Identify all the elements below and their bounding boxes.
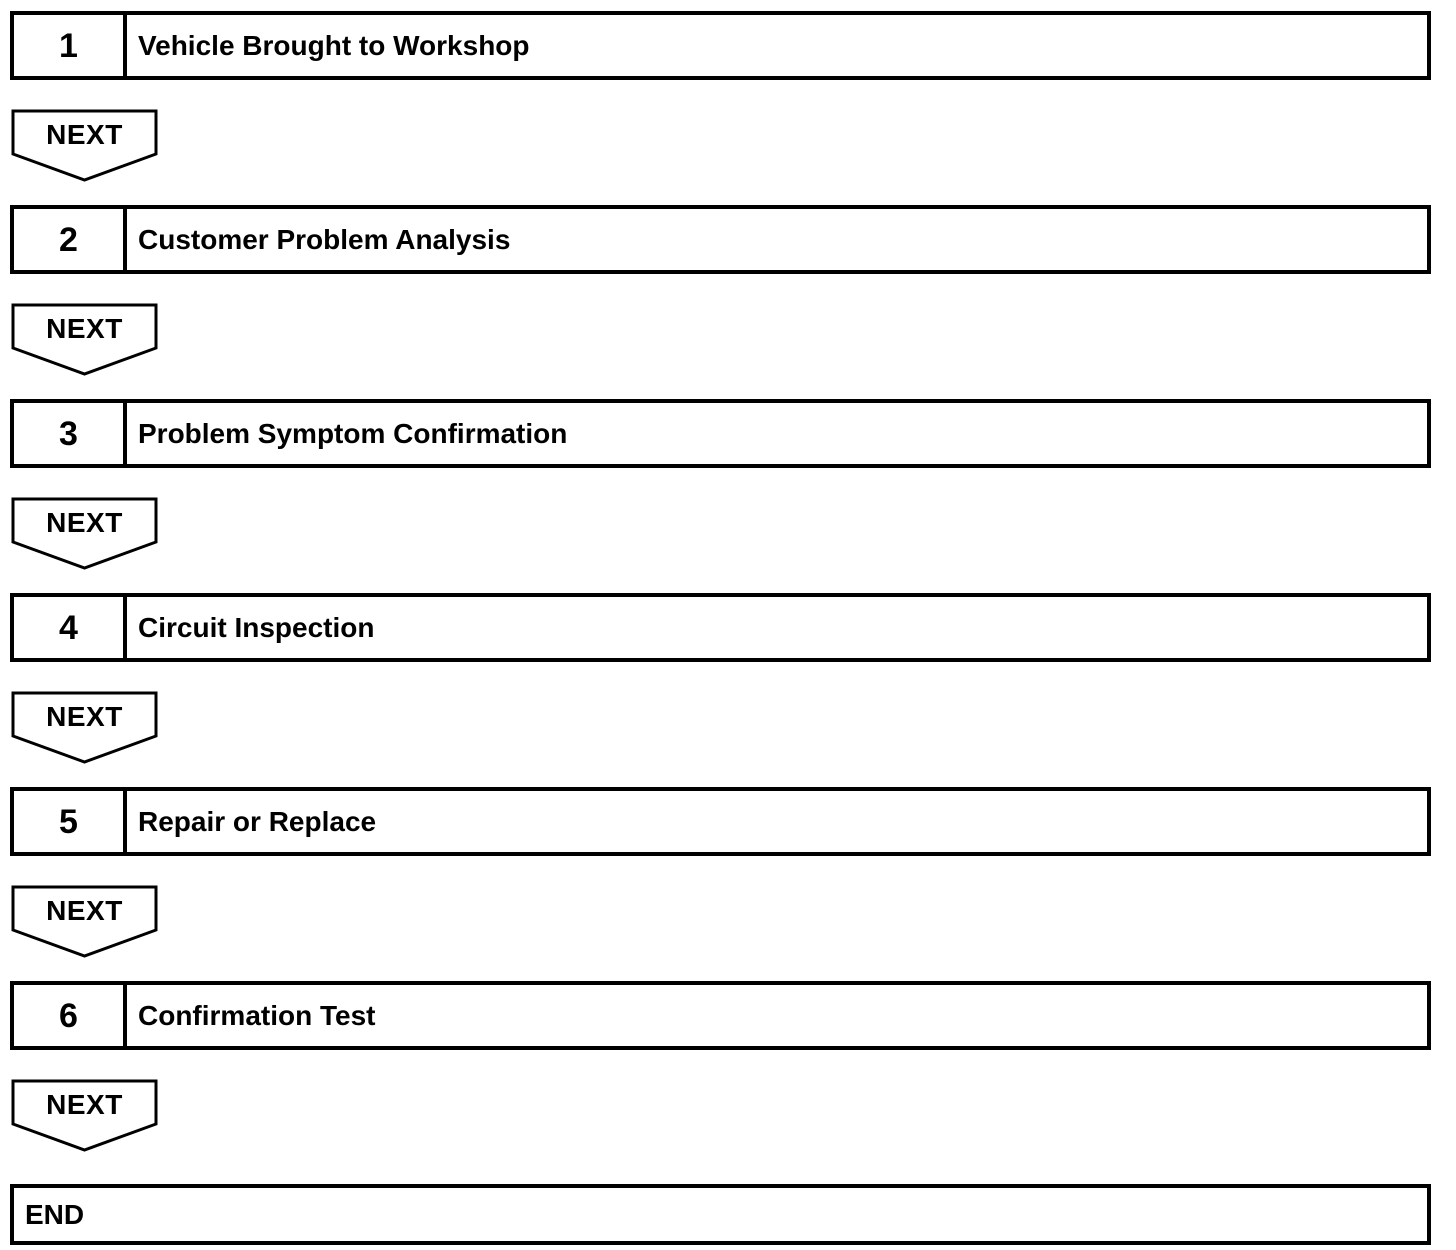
step-label: Confirmation Test xyxy=(138,999,376,1031)
step-box-3 xyxy=(10,399,1431,468)
next-arrow xyxy=(11,497,158,570)
step-label: Problem Symptom Confirmation xyxy=(138,417,568,449)
next-arrow xyxy=(11,885,158,958)
next-label: NEXT xyxy=(46,701,123,732)
step-number: 5 xyxy=(14,791,127,852)
step-label: Customer Problem Analysis xyxy=(138,223,511,255)
step-label: Repair or Replace xyxy=(138,805,377,837)
end-label: END xyxy=(25,1198,85,1230)
step-box-2 xyxy=(10,205,1431,274)
next-arrow xyxy=(11,303,158,376)
next-label: NEXT xyxy=(46,895,123,926)
step-number: 1 xyxy=(14,15,127,76)
next-arrow xyxy=(11,691,158,764)
end-box xyxy=(10,1184,1431,1245)
next-label: NEXT xyxy=(46,313,123,344)
step-number: 2 xyxy=(14,209,127,270)
step-box-4 xyxy=(10,593,1431,662)
step-box-5 xyxy=(10,787,1431,856)
step-label: Circuit Inspection xyxy=(138,611,375,643)
next-arrow xyxy=(11,1079,158,1152)
next-label: NEXT xyxy=(46,119,123,150)
next-arrow xyxy=(11,109,158,182)
step-label: Vehicle Brought to Workshop xyxy=(138,29,530,61)
next-label: NEXT xyxy=(46,507,123,538)
step-number: 4 xyxy=(14,597,127,658)
step-number: 3 xyxy=(14,403,127,464)
next-label: NEXT xyxy=(46,1089,123,1120)
step-number: 6 xyxy=(14,985,127,1046)
step-box-6 xyxy=(10,981,1431,1050)
step-box-1 xyxy=(10,11,1431,80)
